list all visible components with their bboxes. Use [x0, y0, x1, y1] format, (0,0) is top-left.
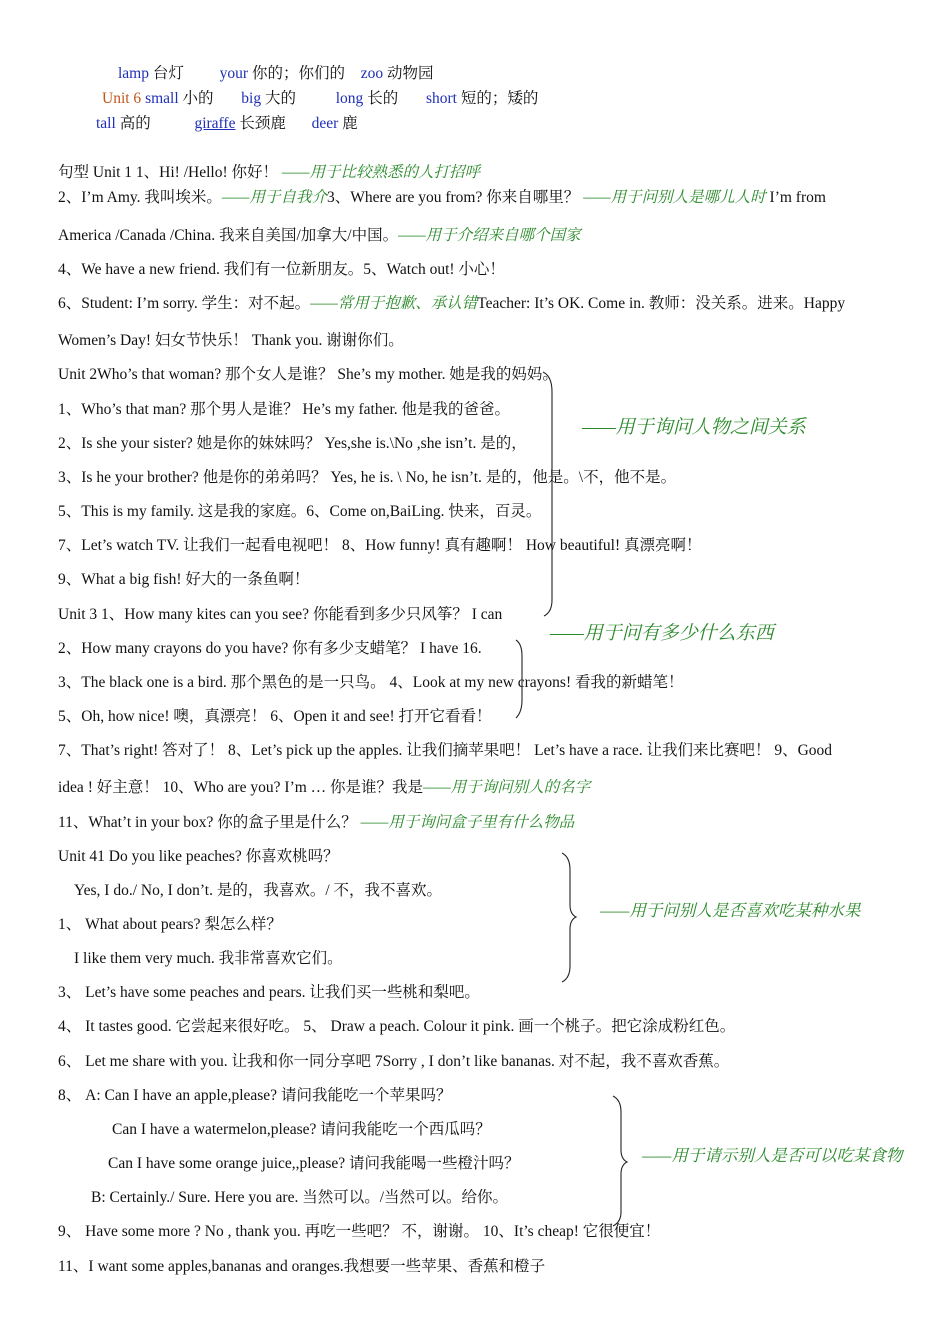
unit2-line-5: 5、This is my family. 这是我的家庭。6、Come on,BaiLing. 快来，百灵。	[58, 503, 542, 520]
vocab-word: big	[241, 90, 262, 107]
unit2-line-1: Unit 2Who’s that woman? 那个女人是谁？ She’s my mother. 她是我的妈妈。	[58, 366, 558, 383]
unit2-line-7: 9、What a big fish! 好大的一条鱼啊！	[58, 571, 310, 588]
unit3-line-2: 2、How many crayons do you have? 你有多少支蜡笔？ I have 16.	[58, 640, 482, 657]
sentence: 11、What’t in your box? 你的盒子里是什么？	[58, 814, 357, 831]
sentence: 2、I’m Amy. 我叫埃米。	[58, 189, 222, 206]
unit4-line-7: 6、 Let me share with you. 让我和你一同分享吧 7Sorry , I don’t like bananas. 对不起，我不喜欢香蕉。	[58, 1053, 730, 1070]
unit4-line-8: 8、 A: Can I have an apple,please? 请问我能吃一个苹果吗？	[58, 1087, 452, 1104]
vocab-word: small	[145, 90, 179, 107]
unit4-line-12: 9、 Have some more ? No , thank you. 再吃一些吧？ 不，谢谢。 10、It’s cheap! 它很便宜！	[58, 1223, 661, 1240]
vocab-meaning: 小的	[182, 90, 214, 107]
vocab-meaning: 短的；矮的	[460, 90, 539, 107]
sentence: 3、Where are you from? 你来自哪里？	[326, 189, 580, 206]
vocab-word: giraffe	[194, 115, 236, 132]
unit4-line-2: Yes, I do./ No, I don’t. 是的，我喜欢。/ 不，我不喜欢。	[74, 882, 442, 899]
unit4-line-13: 11、I want some apples,bananas and oranges.我想要一些苹果、香蕉和橙子	[58, 1258, 546, 1275]
unit4-line-4: I like them very much. 我非常喜欢它们。	[74, 950, 343, 967]
vocab-meaning: 高的	[119, 115, 151, 132]
unit4-line-1: Unit 41 Do you like peaches? 你喜欢桃吗？	[58, 848, 339, 865]
vocab-meaning: 动物园	[386, 65, 434, 82]
vocab-word: your	[219, 65, 249, 82]
unit1-line-6: Women’s Day! 妇女节快乐！ Thank you. 谢谢你们。	[58, 332, 404, 349]
vocab-meaning: 长颈鹿	[239, 115, 286, 132]
unit4-line-9: Can I have a watermelon,please? 请问我能吃一个西瓜吗？	[112, 1121, 491, 1138]
unit3-line-1: Unit 3 1、How many kites can you see? 你能看到多少只风筝？ I can	[58, 606, 503, 623]
unit4-line-3: 1、 What about pears? 梨怎么样？	[58, 916, 282, 933]
vocab-meaning: 你的；你们的	[251, 65, 345, 82]
usage-note: ——用于问别人是哪儿人时	[583, 189, 766, 206]
usage-note: ——用于介绍来自哪个国家	[398, 227, 581, 244]
unit4-line-10: Can I have some orange juice,,please? 请问我能喝一些橙汁吗？	[108, 1155, 520, 1172]
unit3-line-4: 5、Oh, how nice! 噢，真漂亮！ 6、Open it and see! 打开它看看！	[58, 708, 492, 725]
usage-note: ——用于自我介	[221, 189, 327, 206]
unit3-line-3: 3、The black one is a bird. 那个黑色的是一只鸟。 4、Look at my new crayons! 看我的新蜡笔！	[58, 674, 684, 691]
usage-note: ——用于询问别人的名字	[423, 779, 591, 796]
vocab-meaning: 长的	[367, 90, 399, 107]
unit3-line-5: 7、That’s right! 答对了！ 8、Let’s pick up the apples. 让我们摘苹果吧！ Let’s have a race. 让我们来比赛吧！ 9、Good	[58, 742, 833, 759]
unit-label: Unit 6	[102, 90, 142, 107]
usage-note: ——常用于抱歉、承认错	[310, 295, 478, 312]
sentence: idea ! 好主意！ 10、Who are you? I’m … 你是谁？我是	[58, 779, 424, 796]
sentence: Teacher: It’s OK. Come in. 教师：没关系。进来。Happy	[477, 295, 846, 312]
sentence: I’m from	[769, 189, 826, 206]
unit2-line-4: 3、Is he your brother? 他是你的弟弟吗？ Yes, he is. \ No, he isn’t. 是的，他是。\不，他不是。	[58, 469, 677, 486]
unit4-usage-note-1: ——用于问别人是否喜欢吃某种水果	[600, 901, 861, 920]
vocab-word: long	[335, 90, 364, 107]
vocab-word: deer	[311, 115, 339, 132]
vocab-meaning: 台灯	[152, 65, 184, 82]
unit4-line-6: 4、 It tastes good. 它尝起来很好吃。 5、 Draw a peach. Colour it pink. 画一个桃子。把它涂成粉红色。	[58, 1018, 736, 1035]
sentence: 句型 Unit 1 1、Hi! /Hello! 你好！	[58, 164, 278, 181]
vocab-word: short	[425, 90, 457, 107]
unit2-line-3: 2、Is she your sister? 她是你的妹妹吗？ Yes,she is.\No ,she isn’t. 是的，	[58, 435, 527, 452]
vocab-word: tall	[96, 115, 116, 132]
unit4-line-11: B: Certainly./ Sure. Here you are. 当然可以。/当然可以。给你。	[91, 1189, 509, 1206]
usage-note: ——用于比较熟悉的人打招呼	[281, 164, 480, 181]
unit4-line-5: 3、 Let’s have some peaches and pears. 让我们买一些桃和梨吧。	[58, 984, 480, 1001]
unit2-usage-note: ——用于询问人物之间关系	[582, 417, 806, 438]
unit2-line-2: 1、Who’s that man? 那个男人是谁？ He’s my father. 他是我的爸爸。	[58, 401, 511, 418]
usage-note: ——用于询问盒子里有什么物品	[360, 814, 575, 831]
sentence: 6、Student: I’m sorry. 学生：对不起。	[58, 295, 311, 312]
vocab-meaning: 鹿	[342, 115, 358, 132]
unit4-usage-note-2: ——用于请示别人是否可以吃某食物	[642, 1146, 903, 1165]
vocab-word: lamp	[118, 65, 149, 82]
vocab-meaning: 大的	[264, 90, 296, 107]
unit2-line-6: 7、Let’s watch TV. 让我们一起看电视吧！ 8、How funny! 真有趣啊！ How beautiful! 真漂亮啊！	[58, 537, 702, 554]
vocab-word: zoo	[360, 65, 384, 82]
sentence: America /Canada /China. 我来自美国/加拿大/中国。	[58, 227, 399, 244]
unit1-line-4: 4、We have a new friend. 我们有一位新朋友。5、Watch out! 小心！	[58, 261, 505, 278]
unit3-usage-note: ——用于问有多少什么东西	[550, 618, 774, 645]
